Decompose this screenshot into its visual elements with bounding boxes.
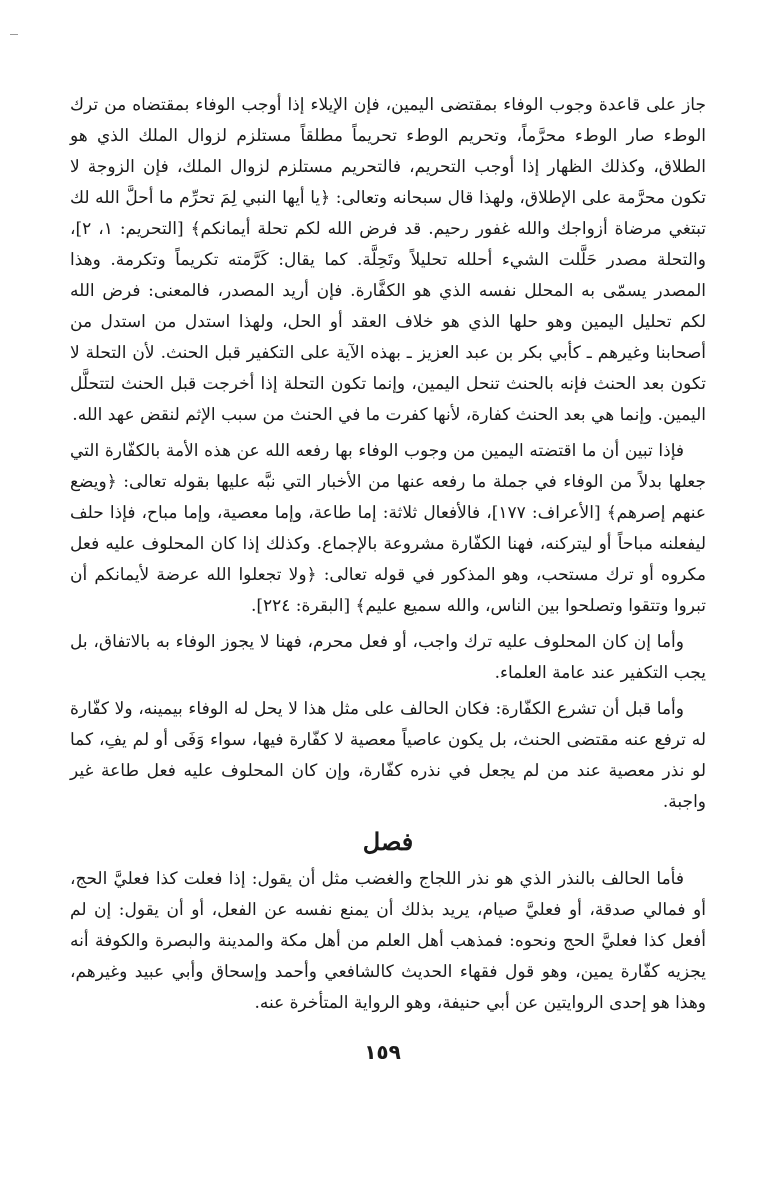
section-heading: فصل bbox=[362, 827, 414, 856]
paragraph: وأما قبل أن تشرع الكفّارة: فكان الحالف على مثل هذا لا يحل له الوفاء بيمينه، ولا كفّارة له ترفع عنه مقتضى الحنث، بل يكون عاصياً معصية لا كفّارة فيها، سواء وَفَى أو لم يفِ، كما لو نذر معصية عند من لم يجعل في نذره كفّارة، وإن كان المحلوف عليه فعل طاعة غير واجبة. bbox=[70, 699, 706, 812]
page-body bbox=[70, 90, 706, 1024]
paragraph: جاز على قاعدة وجوب الوفاء بمقتضى اليمين، فإن الإيلاء إذا أوجب الوفاء بمقتضاه من ترك الوطء صار الوطء محرَّماً، وتحريم الوطء تحريماً مطلقاً مستلزم لزوال الملك الذي هو الطلاق، وكذلك الظهار إذا أوجب التحريم، فالتحريم مستلزم لزوال الملك، فإن الزوجة لا تكون محرَّمة على الإطلاق، ولهذا قال سبحانه وتعالى: ﴿يا أيها النبي لِمَ تحرِّم ما أحلَّ الله لك تبتغي مرضاة أزواجك والله غفور رحيم. قد فرض الله لكم تحلة أيمانكم﴾ [التحريم: ١، ٢]، والتحلة مصدر حَلَّلت الشيء أحلله تحليلاً وتَحِلَّة. كما يقال: كَرَّمته تكريماً وتكرمة. وهذا المصدر يسمّى به المحلل نفسه الذي هو الكفَّارة. فإن أريد المصدر، فالمعنى: فرض الله لكم تحليل اليمين وهو حلها الذي هو خلاف العقد أو الحل، ولهذا استدل من استدل من أصحابنا وغيرهم ـ كأبي بكر بن عبد العزيز ـ بهذه الآية على التكفير قبل الحنث. لأن التحلة لا تكون بعد الحنث فإنه بالحنث تنحل اليمين، وإنما تكون التحلة إذا أخرجت قبل الحنث لتتحلَّل اليمين. وإنما هي بعد الحنث كفارة، لأنها كفرت ما في الحنث من سبب الإثم لنقض عهد الله. bbox=[70, 95, 707, 425]
scan-mark bbox=[10, 34, 18, 35]
page-number: ١٥٩ bbox=[364, 1040, 401, 1064]
paragraph: فإذا تبين أن ما اقتضته اليمين من وجوب الوفاء بها رفعه الله عن هذه الأمة بالكفّارة التي جعلها بدلاً من الوفاء في جملة ما رفعه عنها من الأخبار التي نبَّه عليها بقوله تعالى: ﴿ويضع عنهم إصرهم﴾ [الأعراف: ١٧٧]، فالأفعال ثلاثة: إما طاعة، وإما معصية، وإما مباح، فإذا حلف ليفعلنه مباحاً أو ليتركنه، فهنا الكفّارة مشروعة بالإجماع. وكذلك إذا كان المحلوف عليه فعل مكروه أو ترك مستحب، وهو المذكور في قوله تعالى: ﴿ولا تجعلوا الله عرضة لأيمانكم أن تبروا وتتقوا وتصلحوا بين الناس، والله سميع عليم﴾ [البقرة: ٢٢٤]. bbox=[70, 441, 707, 616]
paragraph: وأما إن كان المحلوف عليه ترك واجب، أو فعل محرم، فهنا لا يجوز الوفاء به بالاتفاق، بل يجب التكفير عند عامة العلماء. bbox=[70, 632, 706, 683]
paragraph: فأما الحالف بالنذر الذي هو نذر اللجاج والغضب مثل أن يقول: إذا فعلت كذا فعليَّ الحج، أو فمالي صدقة، أو فعليَّ صيام، يريد بذلك أن يمنع نفسه عن الفعل، أو أن يقول: إن لم أفعل كذا فعليَّ الحج ونحوه: فمذهب أهل العلم من أهل مكة والمدينة والبصرة والكوفة أنه يجزيه كفّارة يمين، وهو قول فقهاء الحديث كالشافعي وأحمد وإسحاق وأبي عبيد وغيرهم، وهذا هو إحدى الروايتين عن أبي حنيفة، وهو الرواية المتأخرة عنه. bbox=[70, 869, 706, 1013]
